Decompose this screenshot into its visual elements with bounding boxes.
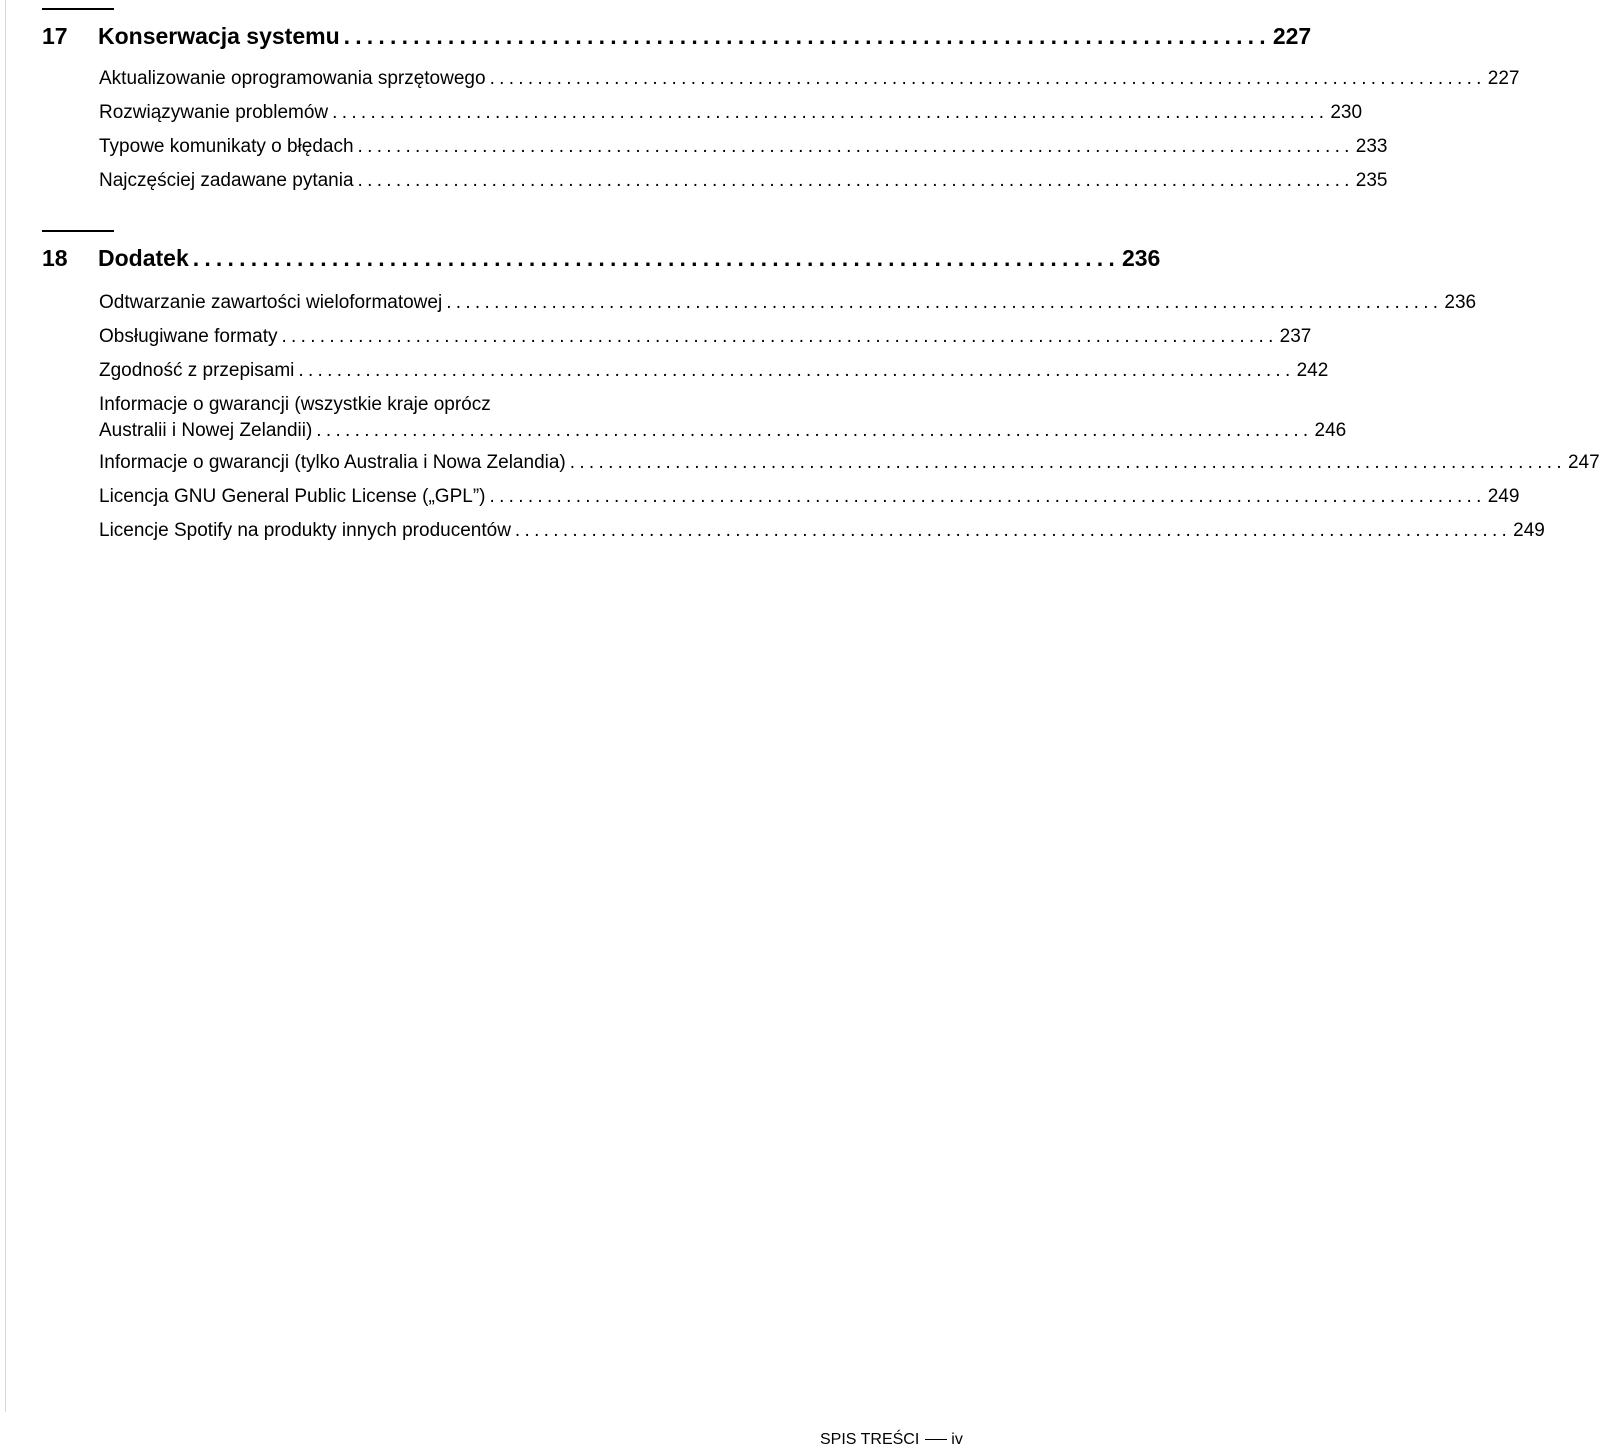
dot-leader: ........................................................................................................	[489, 486, 1486, 507]
chapter-rule	[42, 8, 114, 10]
entry-title: Licencje Spotify na produkty innych producentów	[99, 520, 511, 541]
toc-entry[interactable]	[99, 67, 1520, 91]
entry-title-line-1: Informacje o gwarancji (wszystkie kraje oprócz	[99, 394, 491, 415]
toc-entry[interactable]	[99, 101, 1363, 125]
dot-leader: ........................................................................................................	[298, 360, 1295, 381]
footer-section: SPIS TREŚCI	[820, 1431, 920, 1448]
entry-page: 247	[1567, 452, 1600, 473]
toc-entry[interactable]	[99, 291, 1477, 315]
dot-leader: ................................................................................	[343, 23, 1271, 49]
toc-entry[interactable]	[99, 135, 1388, 159]
entry-title: Licencja GNU General Public License („GPL”)	[99, 486, 486, 507]
chapter-title: Dodatek	[98, 245, 189, 271]
toc-entry[interactable]	[99, 359, 1329, 383]
chapter-rule	[42, 230, 114, 232]
page-footer	[820, 1430, 963, 1450]
dot-leader: ........................................................................................................	[514, 520, 1512, 541]
dot-leader: ........................................................................................................	[332, 102, 1329, 123]
dot-leader: ................................................................................	[192, 245, 1120, 271]
footer-separator	[925, 1439, 947, 1440]
toc-entry[interactable]	[99, 519, 1545, 543]
chapter-number: 17	[42, 23, 68, 49]
toc-entry[interactable]	[99, 485, 1520, 509]
entry-page: 249	[1513, 520, 1545, 541]
entry-page: 233	[1355, 136, 1388, 157]
dot-leader: ........................................................................................................	[281, 326, 1278, 347]
entry-page: 236	[1444, 292, 1477, 313]
entry-page: 242	[1296, 360, 1329, 381]
entry-title: Rozwiązywanie problemów	[99, 102, 329, 123]
chapter-heading[interactable]	[42, 16, 1312, 50]
dot-leader: ........................................................................................................	[357, 170, 1354, 191]
entry-title: Aktualizowanie oprogramowania sprzętowego	[99, 68, 486, 89]
entry-title: Informacje o gwarancji (tylko Australia i Nowa Zelandia)	[99, 452, 566, 473]
chapter-page: 227	[1272, 23, 1312, 49]
entry-title: Zgodność z przepisami	[99, 360, 295, 381]
entry-page: 230	[1330, 102, 1363, 123]
entry-title: Obsługiwane formaty	[99, 326, 278, 347]
toc-entry[interactable]	[99, 325, 1312, 349]
page-edge-line	[5, 0, 6, 1412]
entry-page: 237	[1279, 326, 1312, 347]
entry-title: Najczęściej zadawane pytania	[99, 170, 354, 191]
entry-title: Odtwarzanie zawartości wieloformatowej	[99, 292, 443, 313]
entry-page: 249	[1487, 486, 1520, 507]
entry-page: 235	[1355, 170, 1388, 191]
dot-leader: ........................................................................................................	[357, 136, 1354, 157]
dot-leader: ........................................................................................................	[489, 68, 1486, 89]
toc-entry[interactable]	[99, 393, 1347, 443]
chapter-title: Konserwacja systemu	[98, 23, 340, 49]
dot-leader: ........................................................................................................	[569, 452, 1566, 473]
footer-page-number: iv	[951, 1431, 963, 1448]
entry-page: 227	[1487, 68, 1520, 89]
entry-page: 246	[1314, 420, 1347, 441]
chapter-page: 236	[1121, 245, 1161, 271]
chapter-heading[interactable]	[42, 238, 1161, 272]
toc-entry[interactable]	[99, 451, 1600, 475]
entry-title: Typowe komunikaty o błędach	[99, 136, 354, 157]
toc-entry[interactable]	[99, 169, 1388, 193]
dot-leader: ........................................................................................................	[316, 420, 1313, 441]
entry-title-line-2: Australii i Nowej Zelandii)	[99, 420, 313, 441]
dot-leader: ........................................................................................................	[446, 292, 1443, 313]
chapter-number: 18	[42, 245, 68, 271]
